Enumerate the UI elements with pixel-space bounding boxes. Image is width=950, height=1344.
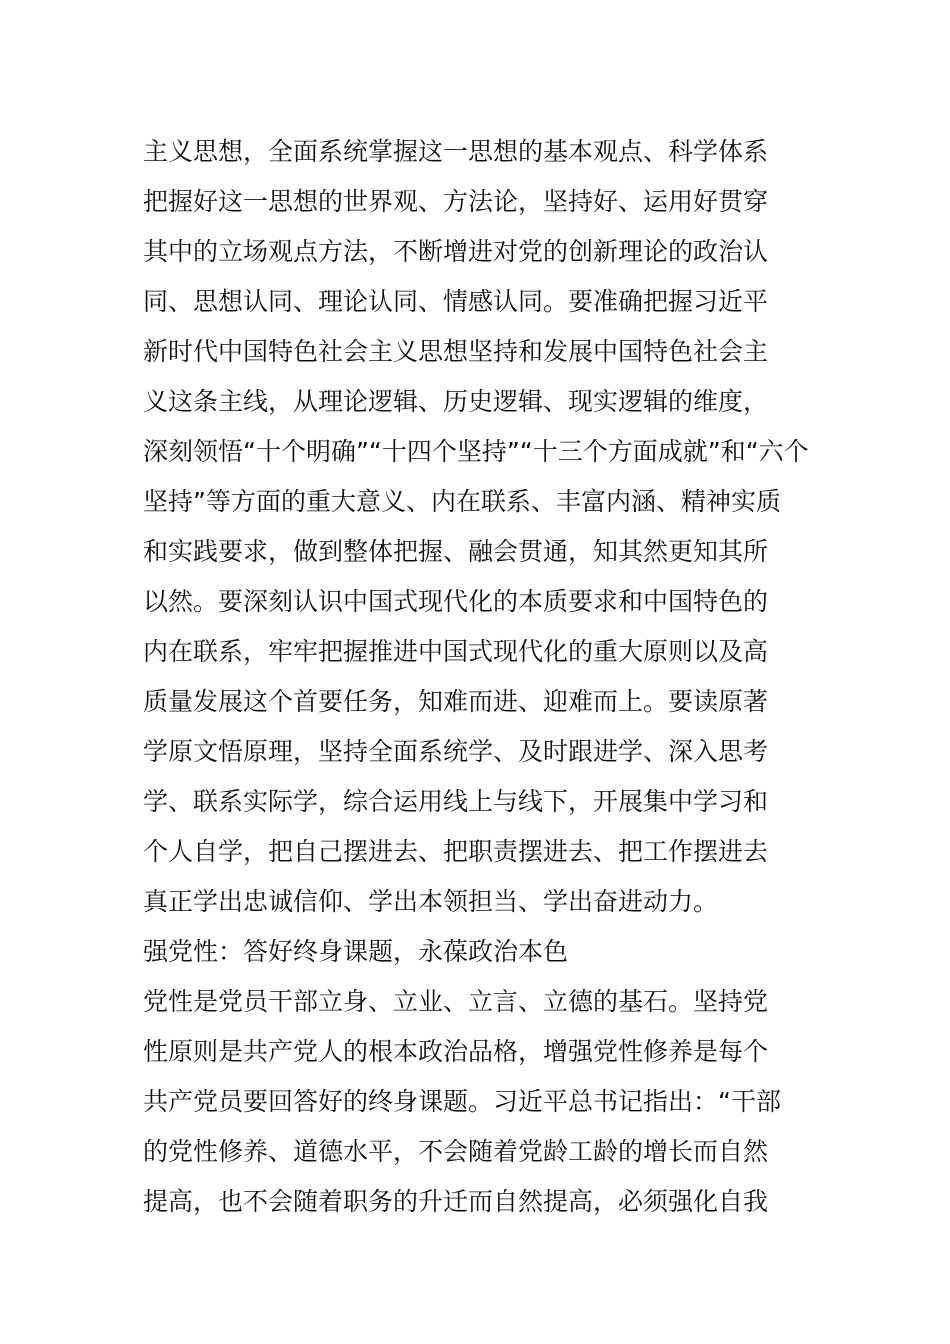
text-line: 共产党员要回答好的终身课题。习近平总书记指出：“干部 (143, 1087, 781, 1116)
text-line: 内在联系，牢牢把握推进中国式现代化的重大原则以及高 (143, 637, 769, 666)
text-line: 主义思想，全面系统掌握这一思想的基本观点、科学体系 (143, 137, 769, 166)
text-line: 以然。要深刻认识中国式现代化的本质要求和中国特色的 (143, 587, 769, 616)
text-line: 党性是党员干部立身、立业、立言、立德的基石。坚持党 (143, 987, 769, 1016)
text-line: 同、思想认同、理论认同、情感认同。要准确把握习近平 (143, 287, 769, 316)
text-line: 新时代中国特色社会主义思想坚持和发展中国特色社会主 (143, 337, 769, 366)
text-line: 的党性修养、道德水平，不会随着党龄工龄的增长而自然 (143, 1137, 769, 1166)
text-line: 和实践要求，做到整体把握、融会贯通，知其然更知其所 (143, 537, 769, 566)
text-line: 提高，也不会随着职务的升迁而自然提高，必须强化自我 (143, 1187, 769, 1216)
text-line: 深刻领悟“十个明确”“十四个坚持”“十三个方面成就”和“六个 (143, 437, 809, 466)
text-line: 真正学出忠诚信仰、学出本领担当、学出奋进动力。 (143, 887, 719, 916)
text-line: 性原则是共产党人的根本政治品格，增强党性修养是每个 (143, 1037, 769, 1066)
text-line: 义这条主线，从理论逻辑、历史逻辑、现实逻辑的维度， (143, 387, 769, 416)
text-line: 坚持”等方面的重大意义、内在联系、丰富内涵、精神实质 (143, 487, 781, 516)
text-line: 个人自学，把自己摆进去、把职责摆进去、把工作摆进去 (143, 837, 769, 866)
document-body (143, 127, 823, 1227)
text-line: 学原文悟原理，坚持全面系统学、及时跟进学、深入思考 (143, 737, 769, 766)
text-line: 质量发展这个首要任务，知难而进、迎难而上。要读原著 (143, 687, 769, 716)
section-heading: 强党性：答好终身课题，永葆政治本色 (143, 937, 569, 966)
text-line: 把握好这一思想的世界观、方法论，坚持好、运用好贯穿 (143, 187, 769, 216)
text-line: 学、联系实际学，综合运用线上与线下，开展集中学习和 (143, 787, 769, 816)
text-line: 其中的立场观点方法，不断增进对党的创新理论的政治认 (143, 237, 769, 266)
